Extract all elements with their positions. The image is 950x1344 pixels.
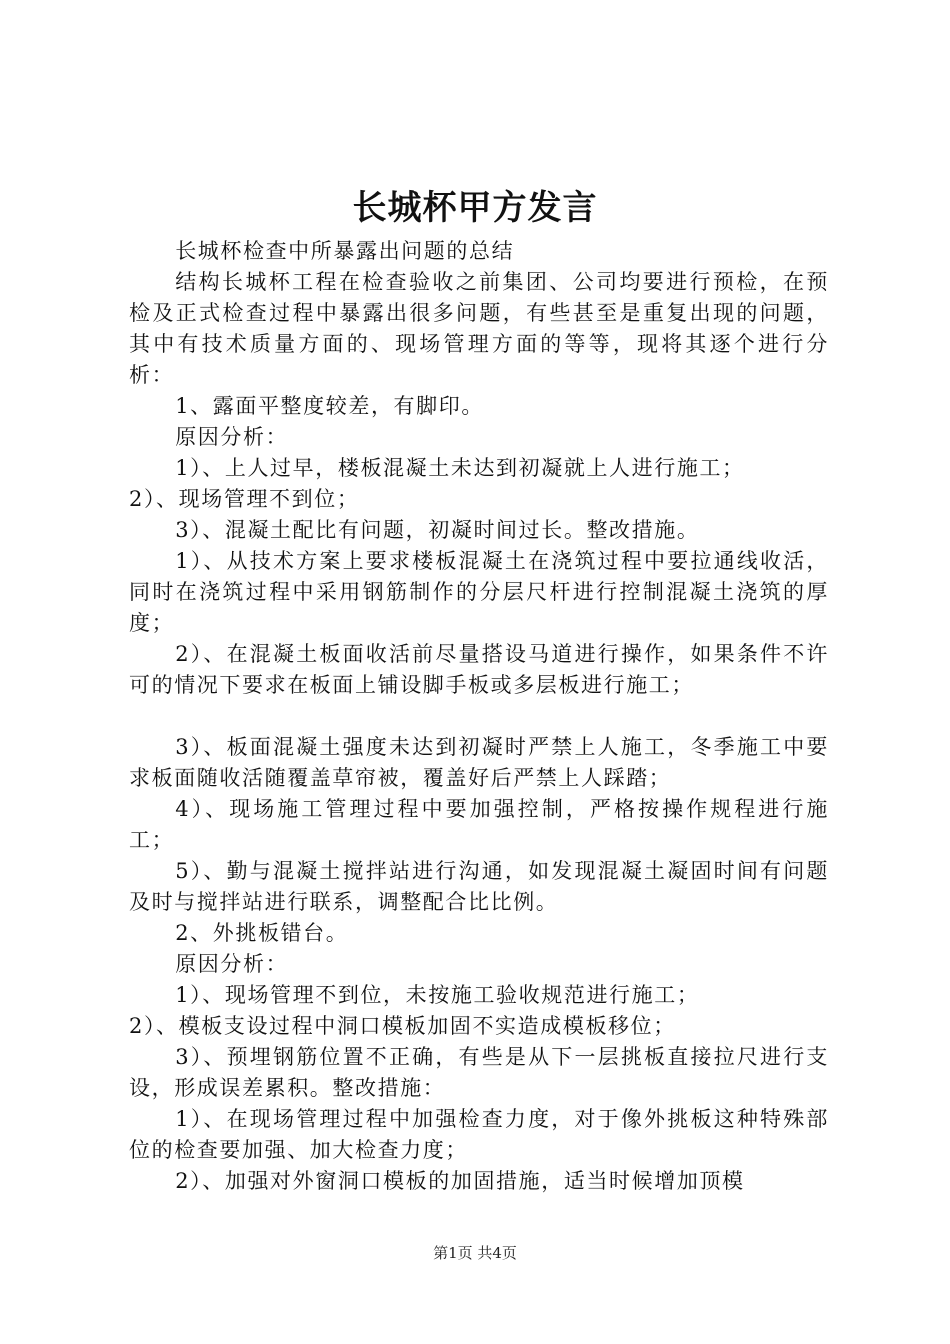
paragraph: 1）、上人过早，楼板混凝土未达到初凝就上人进行施工；	[175, 456, 745, 480]
paragraph: 1）、从技术方案上要求楼板混凝土在浇筑过程中要拉通线收活，同时在浇筑过程中采用钢筋制作的分层尺杆进行控制混凝土浇筑的厚度；	[129, 549, 829, 635]
paragraph: 4）、现场施工管理过程中要加强控制，严格按操作规程进行施工；	[129, 797, 829, 852]
paragraph: 5）、勤与混凝土搅拌站进行沟通，如发现混凝土凝固时间有问题及时与搅拌站进行联系，调整配合比比例。	[129, 859, 829, 914]
paragraph: 3）、板面混凝土强度未达到初凝时严禁上人施工，冬季施工中要求板面随收活随覆盖草帘被，覆盖好后严禁上人踩踏；	[129, 735, 829, 790]
document-title: 长城杯甲方发言	[352, 188, 598, 228]
paragraph: 2）、加强对外窗洞口模板的加固措施，适当时候增加顶模	[175, 1169, 745, 1193]
paragraph: 1）、在现场管理过程中加强检查力度，对于像外挑板这种特殊部位的检查要加强、加大检查力度；	[129, 1107, 829, 1162]
paragraph: 长城杯检查中所暴露出问题的总结	[175, 239, 515, 263]
paragraph: 原因分析：	[175, 425, 289, 449]
paragraph: 3）、混凝土配比有问题，初凝时间过长。整改措施。	[175, 518, 700, 542]
paragraph: 2、外挑板错台。	[175, 921, 349, 945]
document-body	[129, 236, 829, 1197]
paragraph: 2）、模板支设过程中洞口模板加固不实造成模板移位；	[129, 1014, 676, 1038]
paragraph: 原因分析：	[175, 952, 289, 976]
paragraph: 结构长城杯工程在检查验收之前集团、公司均要进行预检，在预检及正式检查过程中暴露出很多问题，有些甚至是重复出现的问题，其中有技术质量方面的、现场管理方面的等等，现将其逐个进行分析：	[129, 270, 829, 387]
paragraph: 1、露面平整度较差，有脚印。	[175, 394, 484, 418]
paragraph: 2）、现场管理不到位；	[129, 487, 360, 511]
page-footer: 第1页 共4页	[433, 1244, 517, 1262]
paragraph: 1）、现场管理不到位，未按施工验收规范进行施工；	[175, 983, 700, 1007]
paragraph: 3）、预埋钢筋位置不正确，有些是从下一层挑板直接拉尺进行支设，形成误差累积。整改措施：	[129, 1045, 829, 1100]
blank-line	[129, 701, 829, 732]
paragraph: 2）、在混凝土板面收活前尽量搭设马道进行操作，如果条件不许可的情况下要求在板面上铺设脚手板或多层板进行施工；	[129, 642, 829, 697]
